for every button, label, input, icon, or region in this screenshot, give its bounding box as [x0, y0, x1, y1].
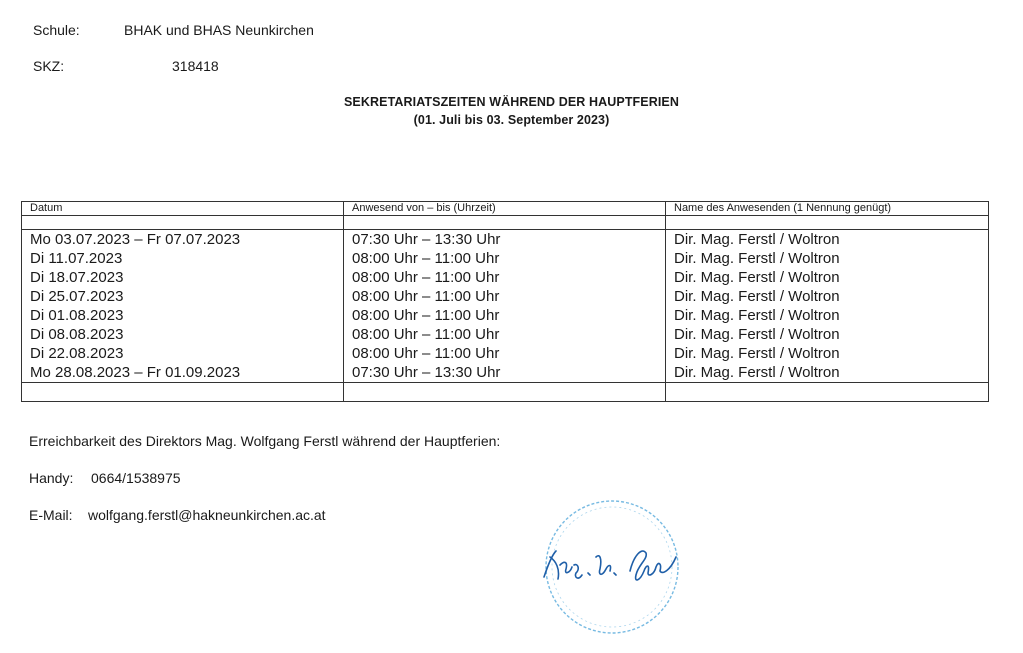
schedule-table	[21, 201, 989, 402]
cell-name: Dir. Mag. Ferstl / Woltron	[666, 230, 989, 250]
cell-name: Dir. Mag. Ferstl / Woltron	[666, 287, 989, 306]
official-stamp	[530, 495, 690, 650]
table-spacer-row	[22, 216, 989, 230]
cell-time: 08:00 Uhr – 11:00 Uhr	[344, 306, 666, 325]
cell-name: Dir. Mag. Ferstl / Woltron	[666, 325, 989, 344]
skz-label: SKZ:	[33, 58, 65, 74]
skz-value: 318418	[172, 58, 219, 74]
phone-number: 0664/1538975	[91, 470, 181, 486]
cell-date: Mo 03.07.2023 – Fr 07.07.2023	[22, 230, 344, 250]
email-label: E-Mail:	[29, 507, 73, 523]
cell-name: Dir. Mag. Ferstl / Woltron	[666, 344, 989, 363]
cell-date: Di 18.07.2023	[22, 268, 344, 287]
cell-date: Di 11.07.2023	[22, 249, 344, 268]
table-row	[22, 344, 989, 363]
school-label: Schule:	[33, 22, 80, 38]
table-row	[22, 287, 989, 306]
table-row	[22, 268, 989, 287]
column-header-name: Name des Anwesenden (1 Nennung genügt)	[666, 202, 989, 216]
cell-time: 08:00 Uhr – 11:00 Uhr	[344, 287, 666, 306]
email-address: wolfgang.ferstl@hakneunkirchen.ac.at	[88, 507, 326, 523]
cell-time: 08:00 Uhr – 11:00 Uhr	[344, 325, 666, 344]
cell-time: 08:00 Uhr – 11:00 Uhr	[344, 268, 666, 287]
school-name: BHAK und BHAS Neunkirchen	[124, 22, 314, 38]
cell-time: 08:00 Uhr – 11:00 Uhr	[344, 249, 666, 268]
cell-name: Dir. Mag. Ferstl / Woltron	[666, 268, 989, 287]
table-row	[22, 230, 989, 250]
phone-label: Handy:	[29, 470, 74, 486]
cell-date: Di 25.07.2023	[22, 287, 344, 306]
document-title: SEKRETARIATSZEITEN WÄHREND DER HAUPTFERIEN	[344, 95, 679, 109]
stamp-signature-icon	[530, 495, 690, 645]
cell-name: Dir. Mag. Ferstl / Woltron	[666, 306, 989, 325]
table-row	[22, 363, 989, 383]
table-row	[22, 325, 989, 344]
cell-time: 08:00 Uhr – 11:00 Uhr	[344, 344, 666, 363]
column-header-time: Anwesend von – bis (Uhrzeit)	[344, 202, 666, 216]
document-subtitle: (01. Juli bis 03. September 2023)	[413, 113, 610, 127]
cell-date: Di 01.08.2023	[22, 306, 344, 325]
table-row	[22, 306, 989, 325]
cell-date: Mo 28.08.2023 – Fr 01.09.2023	[22, 363, 344, 383]
cell-name: Dir. Mag. Ferstl / Woltron	[666, 363, 989, 383]
cell-name: Dir. Mag. Ferstl / Woltron	[666, 249, 989, 268]
cell-date: Di 22.08.2023	[22, 344, 344, 363]
column-header-date: Datum	[22, 202, 344, 216]
cell-time: 07:30 Uhr – 13:30 Uhr	[344, 230, 666, 250]
cell-date: Di 08.08.2023	[22, 325, 344, 344]
table-spacer-row	[22, 383, 989, 402]
table-header-row	[22, 202, 989, 216]
table-row	[22, 249, 989, 268]
reachability-text: Erreichbarkeit des Direktors Mag. Wolfgang Ferstl während der Hauptferien:	[29, 433, 501, 449]
cell-time: 07:30 Uhr – 13:30 Uhr	[344, 363, 666, 383]
